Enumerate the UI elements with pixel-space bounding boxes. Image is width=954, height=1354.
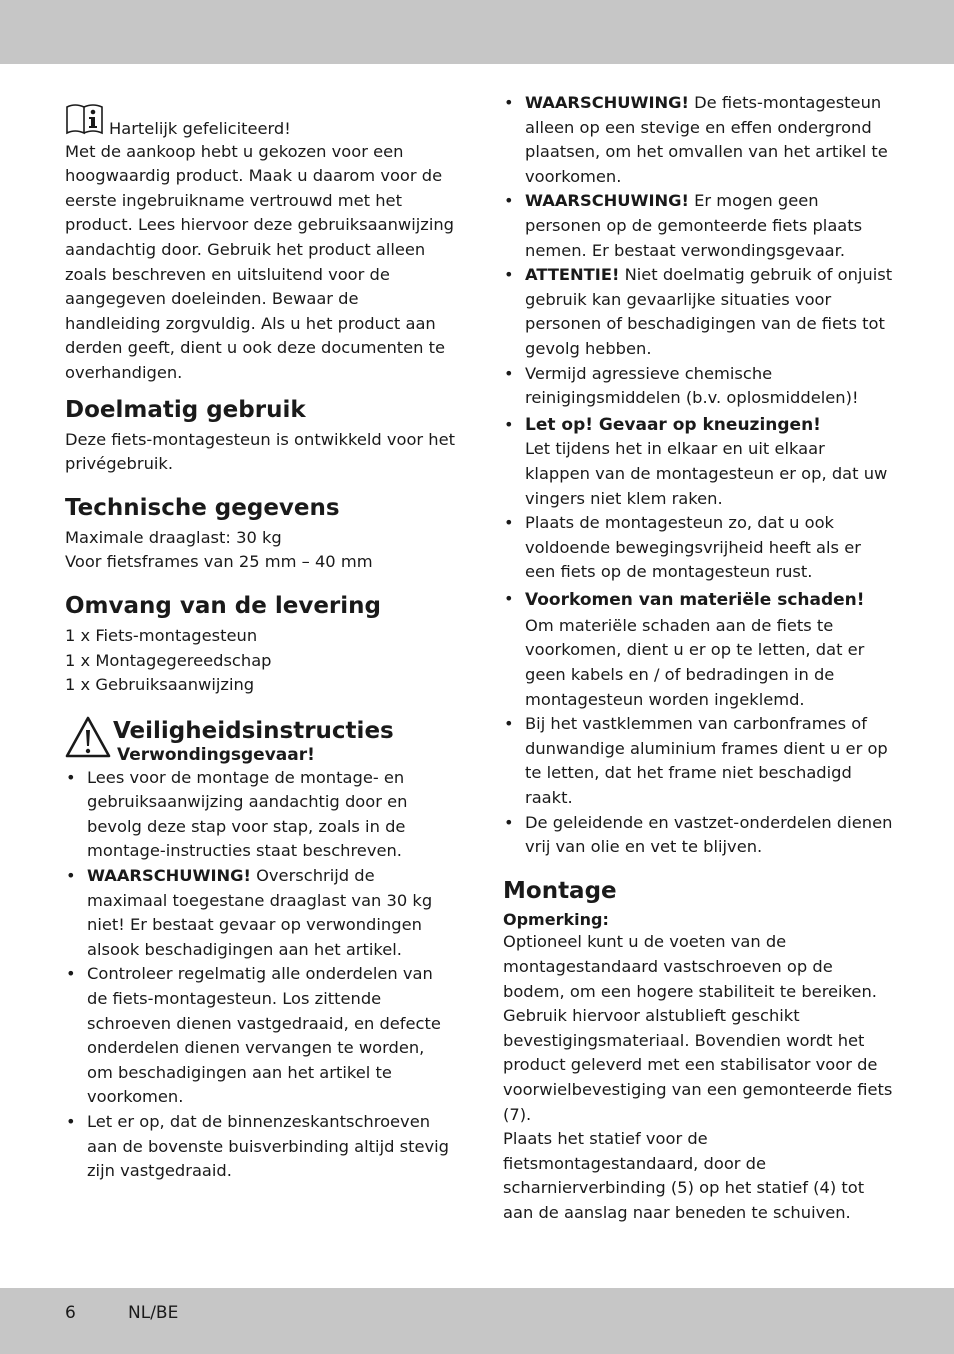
- note-label: Opmerking:: [503, 909, 609, 929]
- technical-data-list: [65, 526, 455, 575]
- crush-text: Let tijdens het in elkaar en uit elkaar klappen van de montagesteun er op, dat uw vingers niet klem raken.: [525, 439, 888, 508]
- intro-block: [65, 103, 455, 386]
- delivery-item: 1 x Gebruiksaanwijzing: [65, 675, 255, 695]
- list-item: [65, 766, 455, 864]
- list-item: [503, 91, 893, 189]
- list-item: [65, 864, 455, 962]
- language-code: NL/BE: [128, 1303, 179, 1323]
- warning-bullet-list: [503, 91, 893, 860]
- bullet-text: Lees voor de montage de montage- en gebruiksaanwijzing aandachtig door en bevolg deze stap voor stap, zoals in de montage-instructies staat beschreven.: [87, 767, 408, 861]
- heading-safety: Veiligheidsinstructies: [113, 717, 394, 744]
- heading-delivery: Omvang van de levering: [65, 592, 381, 619]
- intro-text: Met de aankoop hebt u gekozen voor een hoogwaardig product. Maak u daarom voor de eerste ingebruikname vertrouwd met het product. Lees hiervoor deze gebruiksaanwijzing aandachtig door. Gebruik het product alleen zoals beschreven en uitsluitend voor de aangegeven doeleinden. Bewaar de handleiding zorgvuldig. Als u het product aan derden geeft, dient u ook deze documenten te overhandigen.: [65, 141, 455, 382]
- bullet-text: Let er op, dat de binnenzeskantschroeven aan de bovenste buisverbinding altijd stevig zijn vastgedraaid.: [87, 1112, 449, 1181]
- heading-intended-use: Doelmatig gebruik: [65, 396, 306, 423]
- list-item: [503, 811, 893, 860]
- list-item: [503, 362, 893, 411]
- intended-use-text: Deze fiets-montagesteun is ontwikkeld voor het privégebruik.: [65, 429, 456, 474]
- safety-header: [65, 716, 455, 766]
- bullet-bold: WAARSCHUWING!: [525, 93, 689, 112]
- list-item: [503, 189, 893, 263]
- carbon-text: Bij het vastklemmen van carbonframes of dunwandige aluminium frames dient u er op te letten, dat het frame niet beschadigd raakt.: [525, 714, 888, 808]
- safety-bullet-list: [65, 766, 455, 1184]
- heading-montage: Montage: [503, 877, 617, 904]
- list-item: [503, 413, 893, 511]
- page-number: 6: [65, 1303, 76, 1323]
- tech-line-frames: Voor fietsframes van 25 mm – 40 mm: [65, 552, 373, 572]
- bullet-bold: WAARSCHUWING!: [87, 866, 251, 886]
- heading-technical-data: Technische gegevens: [65, 494, 340, 521]
- list-item: [65, 1110, 455, 1184]
- tech-line-load: Maximale draaglast: 30 kg: [65, 527, 282, 547]
- bullet-text: De fiets-montagesteun alleen op een stevige en effen ondergrond plaatsen, om het omvallen van het artikel te voorkomen.: [525, 93, 888, 186]
- warning-triangle-icon: [65, 716, 111, 766]
- left-column: [65, 103, 455, 1184]
- bullet-text: Overschrijd de maximaal toegestane draaglast van 30 kg niet! Er bestaat gevaar op verwondingen alsook beschadigingen aan het artikel.: [87, 866, 433, 959]
- header-band: [0, 0, 954, 64]
- bullet-bold: ATTENTIE!: [525, 265, 620, 285]
- delivery-item: 1 x Fiets-montagesteun: [65, 625, 258, 645]
- right-column: [503, 91, 893, 1226]
- list-item: [503, 587, 893, 712]
- list-item: [65, 962, 455, 1110]
- bullet-text: Vermijd agressieve chemische reinigingsmiddelen (b.v. oplosmiddelen)!: [525, 363, 859, 408]
- list-item: [503, 263, 893, 361]
- list-item: [503, 712, 893, 810]
- intro-title: Hartelijk gefeliciteerd!: [109, 119, 291, 138]
- damage-text: Om materiële schaden aan de fiets te voorkomen, dient u er op te letten, dat er geen kabels en / of bedradingen in de montagesteun worden ingeklemd.: [525, 615, 865, 709]
- space-text: Plaats de montagesteun zo, dat u ook voldoende bewegingsvrijheid heeft als er een fiets op de montagesteun rust.: [525, 513, 861, 582]
- damage-title: • Voorkomen van materiële schaden!: [525, 589, 865, 610]
- info-book-icon: [65, 103, 105, 143]
- bullet-bold: WAARSCHUWING!: [525, 191, 689, 211]
- montage-text: Optioneel kunt u de voeten van de montagestandaard vastschroeven op de bodem, om een hogere stabiliteit te bereiken. Gebruik hiervoor alstublieft geschikt bevestigingsmateriaal. Bovendien wordt het product geleverd met een stabilisator voor de voorwielbevestiging van een gemonteerde fiets (7). Plaats het statief voor de fietsmontagestandaard, door de scharnierverbinding (5) op het statief (4) tot aan de aanslag naar beneden te schuiven.: [503, 932, 893, 1222]
- delivery-list: [65, 624, 455, 698]
- delivery-item: 1 x Montagegereedschap: [65, 650, 272, 670]
- bullet-text: Niet doelmatig gebruik of onjuist gebruik kan gevaarlijke situaties voor personen of beschadigingen van de fiets tot gevolg hebben.: [525, 265, 893, 358]
- crush-title: • Let op! Gevaar op kneuzingen!: [525, 414, 821, 435]
- bullet-text: Er mogen geen personen op de gemonteerde fiets plaats nemen. Er bestaat verwondingsgevaar.: [525, 191, 863, 260]
- oil-text: De geleidende en vastzet-onderdelen dienen vrij van olie en vet te blijven.: [525, 812, 893, 857]
- list-item: [503, 511, 893, 585]
- bullet-text: Controleer regelmatig alle onderdelen van de fiets-montagesteun. Los zittende schroeven dienen vastgedraaid, en defecte onderdelen dienen vervangen te worden, om beschadigingen aan het artikel te voorkomen.: [87, 964, 441, 1107]
- safety-subheading: Verwondingsgevaar!: [117, 744, 315, 765]
